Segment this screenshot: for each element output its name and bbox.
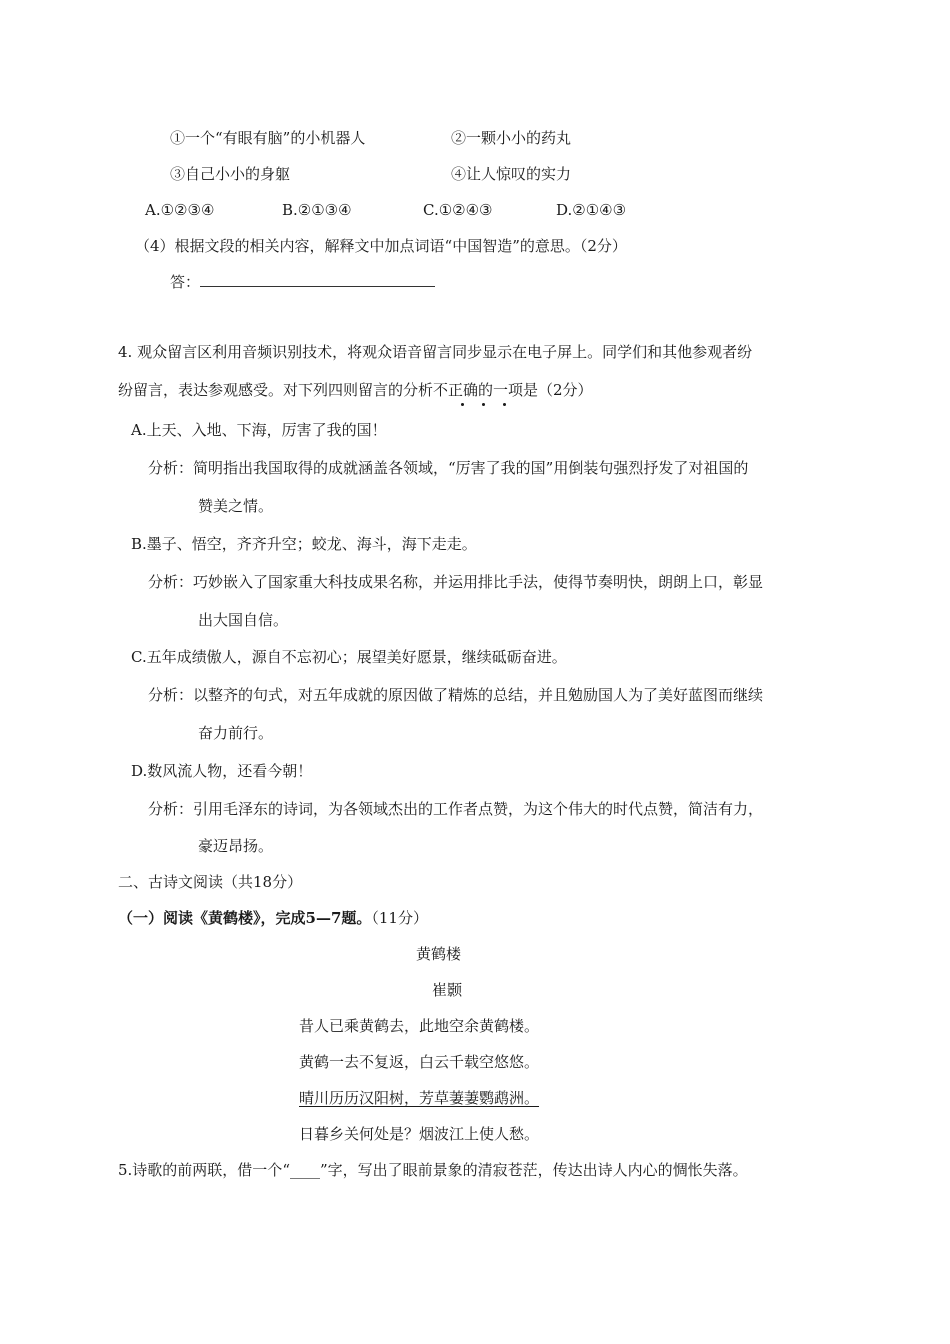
poem-line-3: 晴川历历汉阳树，芳草萋萋鹦鹉洲。 [299,1089,540,1107]
q3-choice-b: B.②①③④ [282,201,352,219]
q3-choice-a: A.①②③④ [145,201,215,219]
answer-blank[interactable] [200,272,435,287]
q4-stem-line-2: 纷留言，表达参观感受。对下列四则留言的分析不正确的一项是（2分） [118,381,593,399]
q4-option-c-analysis-1: 分析：以整齐的句式，对五年成就的原因做了精炼的总结，并且勉励国人为了美好蓝图而继续 [148,686,764,704]
emphasis-dots [461,403,521,409]
q3-option-4: ④让人惊叹的实力 [451,165,572,183]
q4-option-c: C.五年成绩傲人，源自不忘初心；展望美好愿景，继续砥砺奋进。 [131,648,567,666]
poem-line-2: 黄鹤一去不复返，白云千载空悠悠。 [299,1053,540,1071]
q3-option-1: ①一个“有眼有脑”的小机器人 [170,129,366,147]
q4-option-b-analysis-2: 出大国自信。 [198,611,289,629]
q3-subquestion-4: （4）根据文段的相关内容，解释文中加点词语“中国智造”的意思。（2分） [135,237,627,255]
poem-title: 黄鹤楼 [416,945,462,963]
q4-option-d-analysis-2: 豪迈昂扬。 [198,837,274,855]
q3-choice-c: C.①②④③ [423,201,493,219]
q4-option-b-analysis-1: 分析：巧妙嵌入了国家重大科技成果名称，并运用排比手法，使得节奏明快，朗朗上口，彰显 [148,573,764,591]
q4-option-d-analysis-1: 分析：引用毛泽东的诗词，为各领域杰出的工作者点赞，为这个伟大的时代点赞，简洁有力， [148,800,764,818]
section-2-title: 二、古诗文阅读（共18分） [118,873,303,891]
q4-option-a: A.上天、入地、下海，厉害了我的国！ [131,421,387,439]
q4-option-d: D.数风流人物，还看今朝！ [131,762,313,780]
emphasis-dot [482,403,485,406]
answer-label: 答： [170,273,201,291]
answer-row [170,272,435,292]
q4-option-a-analysis-1: 分析：简明指出我国取得的成就涵盖各领域，“厉害了我的国”用倒装句强烈抒发了对祖国的 [148,459,749,477]
poem-line-1: 昔人已乘黄鹤去，此地空余黄鹤楼。 [299,1017,540,1035]
subsection-1-heading [118,908,428,928]
subsection-1-title: （一）阅读《黄鹤楼》，完成5—7题。 [118,909,372,927]
emphasis-dot [461,403,464,406]
q3-option-3: ③自己小小的身躯 [170,165,291,183]
poem-line-4: 日暮乡关何处是？烟波江上使人愁。 [299,1125,540,1143]
q4-option-a-analysis-2: 赞美之情。 [198,497,274,515]
q4-option-b: B.墨子、悟空，齐齐升空；蛟龙、海斗，海下走走。 [131,535,477,553]
q4-option-c-analysis-2: 奋力前行。 [198,724,274,742]
emphasis-dot [503,403,506,406]
q3-choice-d: D.②①④③ [556,201,627,219]
q4-stem-line-1: 4. 观众留言区利用音频识别技术，将观众语音留言同步显示在电子屏上。同学们和其他参观者纷 [118,343,753,361]
q3-option-2: ②一颗小小的药丸 [451,129,572,147]
subsection-1-score: （11分） [371,909,428,927]
q5-text: 5.诗歌的前两联，借一个“____”字，写出了眼前景象的清寂苍茫，传达出诗人内心的惆怅失落。 [118,1161,748,1179]
poem-author: 崔颢 [432,981,463,999]
